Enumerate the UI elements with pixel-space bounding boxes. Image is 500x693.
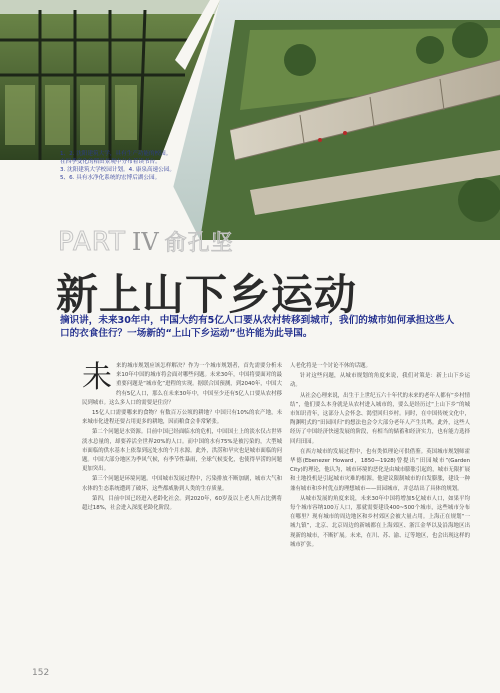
body-paragraph: 来的城市规划应该怎样解决？作为一个城市规划者，首先需要分析未来10年中国的城市将会面对哪些问题。未来30年，中国将要面对的最重要问题是“城市化”进程的实现。据联合国预测，到2040年，中国大约有5亿人口，那么在未来30年中，中国至少还有5亿人口要从农村移民到城市。这么多人口的需要是住房？ <box>82 363 282 406</box>
body-column-right <box>290 362 470 551</box>
caption-line: 5、6. 具有水净化系统的宏博后湖公园。 <box>60 175 161 181</box>
article-title: 新上山下乡运动 <box>56 270 358 319</box>
page-number: 152 <box>32 668 50 678</box>
part-heading <box>58 226 234 256</box>
body-paragraph: 第四，目前中国已经进入老龄化社会。到2020年，60岁及以上老人所占比例将超过18%，社会进入深度老龄化阶段。 <box>82 495 282 512</box>
body-paragraph: 针对这些问题，从城市规划的角度来说，我们对策是：新上山下乡运动。 <box>290 373 470 389</box>
body-paragraph: 从社会心理来说，出生于上世纪五六十年代的未来的老年人都有“乡村情结”，他们要么本身就是从农村进入城市的，要么是经历过“上山下乡”的城市知识青年，这部分人会怀念、渴望回归乡村。同时，在中国传统文化中，陶渊明式的“田园回归”的想法也会令大部分老年人产生共鸣。此外，这些人经历了中国经济快速发展的阶段，有相当的储蓄和经济实力，也有能力选择回归田园。 <box>290 392 470 445</box>
body-paragraph: 15亿人口需要哪来的食物？有数百万公顷的耕地？中国只有10%的农产地，未来城市化进程还要占用更多的耕地，因而粮食会非常紧张。 <box>82 410 282 426</box>
caption-line: 1、2. 沈阳建筑大学，具有生产功能的校园。 <box>60 151 172 157</box>
photo-captions <box>60 150 230 182</box>
body-paragraph: 在西方城市的发展过程中，也有类似理论可供借鉴。英国城市规划师霍华德(Ebenezer Howard，1850—1928)曾提出“田园城市”(Garden City)的理论，他认为，城市环境的恶化是由城市膨胀引起的，城市无限扩展和土地投机是引起城市灾难的根源。他建议限制城市的自发膨胀，建设一种兼有城市和乡村优点的理想城市——田园城市，并总结出了具体的规划。 <box>290 448 470 492</box>
caption-line: 3. 沈阳建筑大学校园计划。4. 康泉高速公园。 <box>60 167 175 173</box>
header-photo <box>0 0 500 240</box>
article-lead: 摘识讲，未来30年中，中国大约有5亿人口要从农村转移到城市，我们的城市如何承担这些人口的衣食住行？一场新的“上山下乡运动”也许能为此导国。 <box>60 315 455 339</box>
part-label: PART <box>58 227 126 257</box>
body-paragraph: 人老化将是一个讨论不休的话题。 <box>290 363 371 369</box>
body-paragraph: 从城市发展的角度来说，未来30年中国将增加5亿城市人口，如果平均每个城市容纳100万人口，那就需要建设400~500个城市，这些城市分布在哪里？现有城市的周边地区和乡村郊区会被大量占用。上海正在规划“一城九镇”，北京、北京周边的新城都在上海郊区、浙江金华以及沿海地区出现新的城市，不断扩展。未来，在川、苏、渝、辽等地区，也会出现这样的城市扩张。 <box>290 495 470 548</box>
body-paragraph: 第二个问题是水资源。目前中国已经面临水的危机，中国国土上的淡水仅占世界淡水总量的，却要养活全世界20%的人口。而中国的水有75%是被污染的，大型城市面临的供水基本上依靠到远处水的个月水源。此外，洪涝和旱灾也是城市面临的问题。中国大部分地区为季风气候，有季节性暴雨，全球气候变化，也使得旱涝的问题更加突出。 <box>82 429 282 473</box>
caption-line: 在四季变化的稻田景观中分布着读书台。 <box>60 159 161 165</box>
body-paragraph: 第三个问题是环境问题。中国城市发展过程中，污染排放不断加剧，城市大气和水体的生态系统遭到了破坏，这些都威胁到人类的生存质量。 <box>82 476 282 492</box>
part-number: IV <box>131 228 159 256</box>
drop-cap: 未 <box>82 360 112 395</box>
body-column-left <box>82 362 282 514</box>
author-name: 俞孔坚 <box>164 231 234 256</box>
